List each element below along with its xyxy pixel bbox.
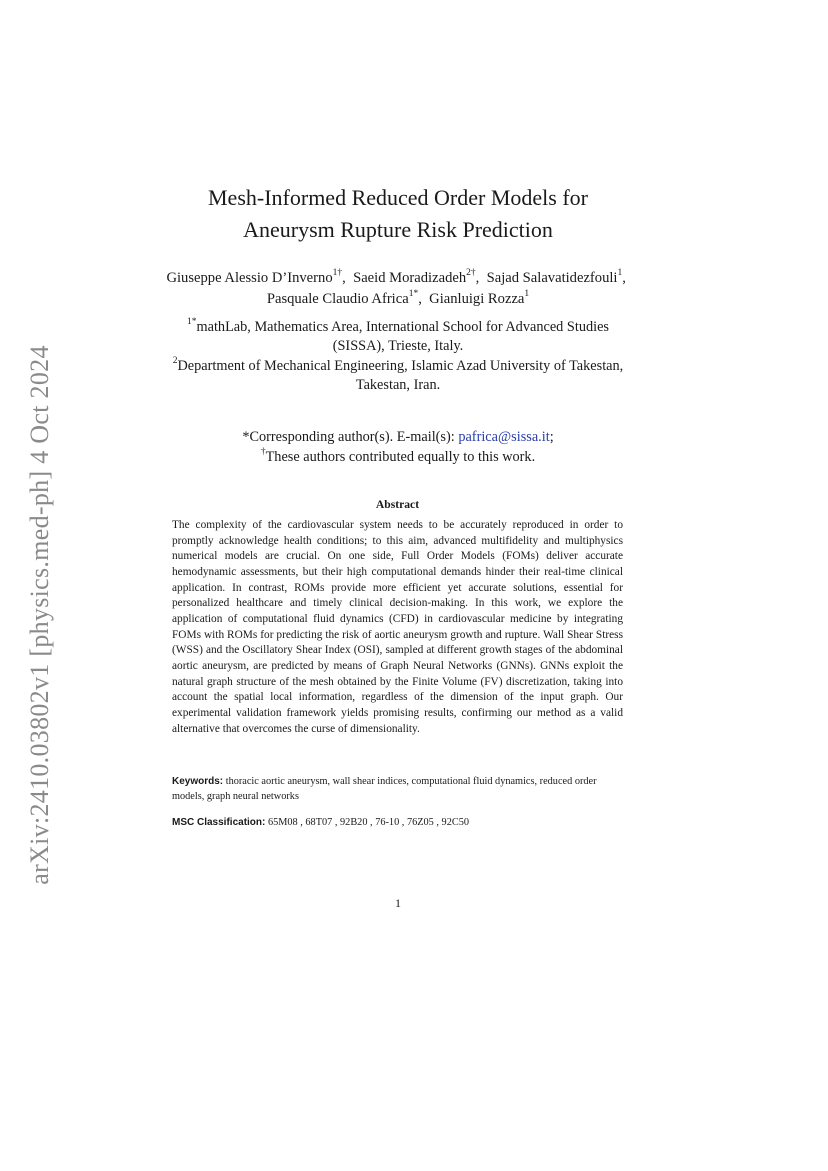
email-link[interactable]: pafrica@sissa.it [458,429,550,445]
affiliation: $^{1*}$mathLab, Mathematics Area, International School for Advanced Studies (SISSA), Trieste, Italy. [186,317,609,355]
page-number: 1 [395,896,401,910]
author-list: Giuseppe Alessio D’Inverno$^{1\dagger}$, Saeid Moradizadeh$^{2\dagger}$, Sajad Salavatidezfouli$^1$, Pasquale Claudio Africa$^{1*}$, Gianluigi Rozza$^1$ [166,268,630,307]
arxiv-sidebar [20,325,60,905]
corresponding-author: *Corresponding author(s). E-mail(s): pafrica@sissa.it; [242,429,554,445]
keywords-text: thoracic aortic aneurysm, wall shear indices, computational fluid dynamics, reduced order models, graph neural networks [172,776,597,802]
correspondence-block [160,428,636,467]
author: Pasquale Claudio Africa$^{1*}$ [266,289,419,307]
keywords [172,775,623,804]
author: Saeid Moradizadeh$^{2\dagger}$ [353,268,476,286]
title-line-2: Aneurysm Rupture Risk Prediction [243,217,553,242]
affiliation-list [160,318,636,395]
author: Giuseppe Alessio D’Inverno$^{1\dagger}$ [166,268,343,286]
abstract-body: The complexity of the cardiovascular system needs to be accurately reproduced in order to promptly acknowledge health conditions; to this aim, advanced multifidelity and multiphysics numerical models are crucial. On one side, Full Order Models (FOMs) deliver accurate hemodynamic assessments, but their high computational demands hinder their real-time clinical application. In contrast, ROMs provide more efficient yet accurate solutions, essential for personalized healthcare and timely clinical decision-making. In this work, we explore the application of computational fluid dynamics (CFD) in cardiovascular medicine by integrating FOMs with ROMs for predicting the risk of aortic aneurysm growth and rupture. Wall Shear Stress (WSS) and the Oscillatory Shear Index (OSI), sampled at different growth stages of the abdominal aortic aneurysm, are predicted by means of Graph Neural Networks (GNNs). GNNs exploit the natural graph structure of the mesh obtained by the Finite Volume (FV) discretization, taking into account the spatial local information, regardless of the dimension of the input graph. Our experimental validation framework yields promising results, confirming our method as a valid alternative that overcomes the curse of dimensionality. [172,519,623,735]
arxiv-identifier: arXiv:2410.03802v1 [physics.med-ph] 4 Oct 2024 [25,345,54,885]
msc-classification [172,816,623,831]
abstract-heading: Abstract [375,498,420,511]
title-line-1: Mesh-Informed Reduced Order Models for [208,185,588,210]
equal-contribution-note: †These authors contributed equally to this work. [260,446,536,465]
msc-label: MSC Classification: [172,817,266,828]
paper-title [160,182,636,246]
msc-codes: 65M08 , 68T07 , 92B20 , 76-10 , 76Z05 , 92C50 [267,817,470,828]
author: Sajad Salavatidezfouli$^1$ [486,268,623,286]
author: Gianluigi Rozza$^1$ [429,289,530,307]
keywords-label: Keywords: [172,776,224,787]
affiliation: $^2$Department of Mechanical Engineering, Islamic Azad University of Takestan, Takestan, Iran. [172,355,624,393]
